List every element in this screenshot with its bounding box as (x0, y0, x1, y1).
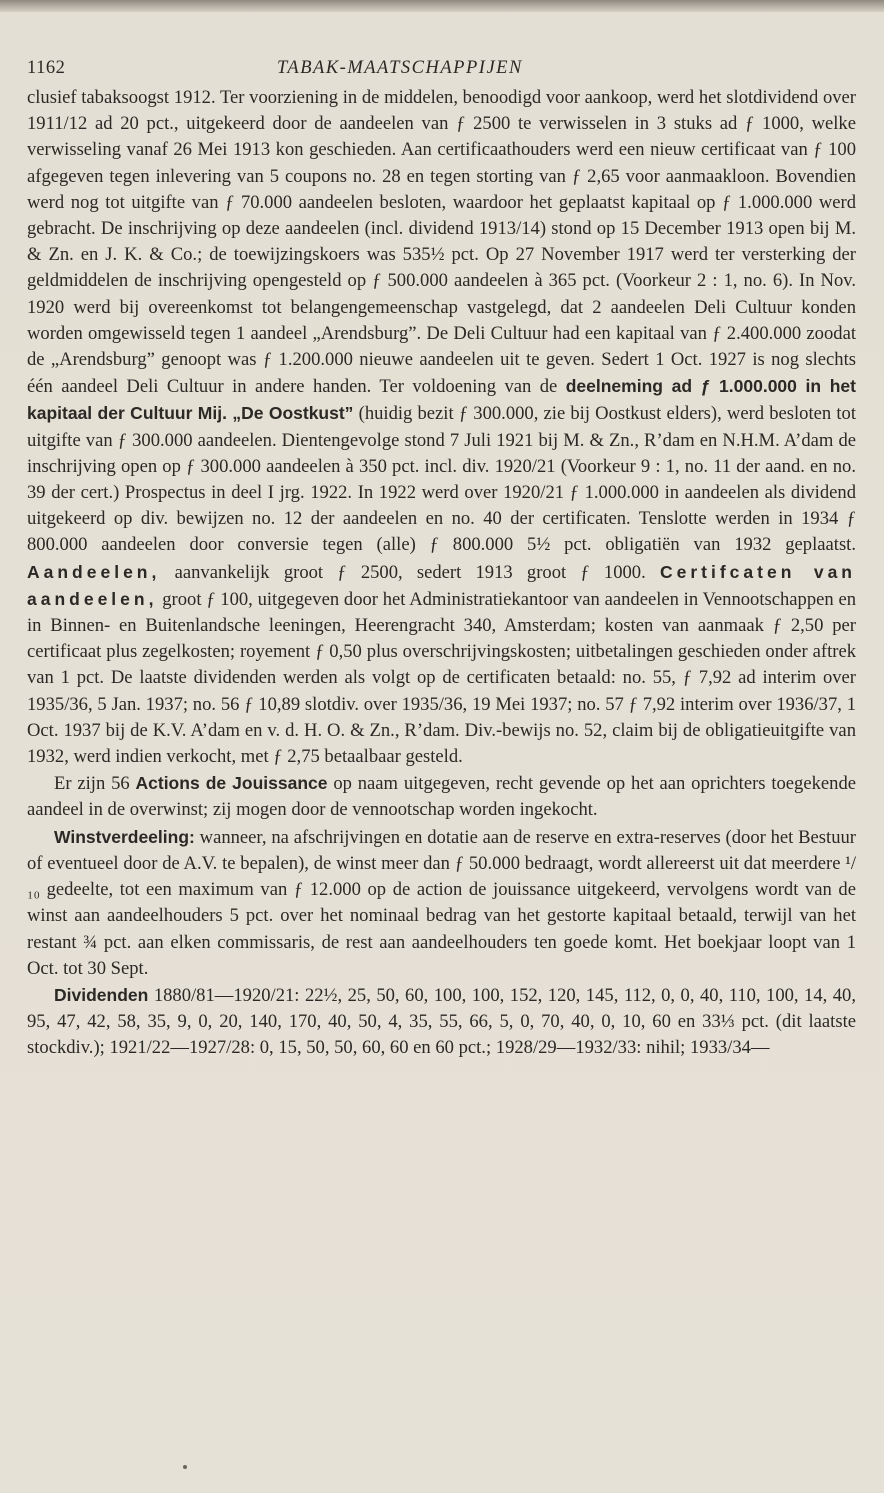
bold-term-deelneming: deelneming ad ƒ 1.000.000 in het kapitaal der Cultuur Mij. „De Oostkust” (27, 376, 856, 424)
page-header (27, 58, 856, 79)
page-top-edge (0, 0, 884, 12)
ink-speck (183, 1465, 187, 1469)
bold-term-winstverdeeling: Winstverdeeling: (54, 826, 195, 847)
spaced-term-certificaten: Certifcaten van aandeelen, (27, 561, 856, 609)
paragraph-winstverdeeling: Winstverdeeling: wanneer, na afschrijvingen en dotatie aan de reserve en extra-reserves (door het Bestuur of eventueel door de A.V. te bepalen), de winst meer dan ƒ 50.000 bedraagt, wordt allereerst uit dat meerdere ¹/₁₀ gedeelte, tot een maximum van ƒ 12.000 op de action de jouissance uitgekeerd, vervolgens wordt van de winst aan aandeelhouders 5 pct. over het nominaal bedrag van het gestorte kapitaal betaald, terwijl van het restant ¾ pct. aan elken commissaris, de rest aan aandeelhouders ten goede komt. Het boekjaar loopt van 1 Oct. tot 30 Sept. (27, 826, 856, 979)
bold-term-dividenden: Dividenden (54, 984, 149, 1005)
paragraph-history: clusief tabaksoogst 1912. Ter voorziening in de middelen, benoodigd voor aankoop, werd het slotdividend over 1911/12 ad 20 pct., uitgekeerd door de aandeelen van ƒ 2500 te verwisselen in 3 stuks ad ƒ 1000, welke verwisseling vanaf 26 Mei 1913 kon geschieden. Aan certificaathouders werd een nieuw certificaat van ƒ 100 afgegeven tegen inlevering van 5 coupons no. 28 en tegen storting van ƒ 2,65 voor aanmaakloon. Bovendien werd nog tot uitgifte van ƒ 70.000 aandeelen besloten, waardoor het geplaatst kapitaal op ƒ 1.000.000 werd gebracht. De inschrijving op deze aandeelen (incl. dividend 1913/14) stond op 15 December 1913 open bij M. & Zn. en J. K. & Co.; de toewijzingskoers was 535½ pct. Op 27 November 1917 werd ter versterking der geldmiddelen de inschrijving opengesteld op ƒ 500.000 aandeelen à 365 pct. (Voorkeur 2 : 1, no. 6). In Nov. 1920 werd bij overeenkomst tot belangengemeenschap vastgelegd, dat 2 aandeelen Deli Cultuur konden worden omgewisseld tegen 1 aandeel „Arendsburg”. De Deli Cultuur had een kapitaal van ƒ 2.400.000 zoodat de „Arendsburg” genoopt was ƒ 1.200.000 nieuwe aandeelen uit te geven. Sedert 1 Oct. 1927 is nog slechts één aandeel Deli Cultuur in andere handen. Ter voldoening van de deelneming ad ƒ 1.000.000 in het kapitaal der Cultuur Mij. „De Oostkust” (huidig bezit ƒ 300.000, zie bij Oostkust elders), werd besloten tot uitgifte van ƒ 300.000 aandeelen. Dientengevolge stond 7 Juli 1921 bij M. & Zn., R’dam en N.H.M. A’dam de inschrijving open op ƒ 300.000 aandeelen à 350 pct. incl. div. 1920/21 (Voorkeur 9 : 1, no. 11 der aand. en no. 39 der cert.) Prospectus in deel I jrg. 1922. In 1922 werd over 1920/21 ƒ 1.000.000 in aandeelen als dividend uitgekeerd op div. bewijzen no. 12 der aandeelen en no. 40 der certificaten. Tenslotte werden in 1934 ƒ 800.000 aandeelen door conversie tegen (alle) ƒ 800.000 5½ pct. obligatiën van 1932 geplaatst. Aandeelen, aanvankelijk groot ƒ 2500, sedert 1913 groot ƒ 1000. Certifcaten van aandeelen, groot ƒ 100, uitgegeven door het Administratiekantoor van aandeelen in Vennootschappen en in Binnen- en Buitenlandsche leeningen, Heerengracht 340, Amsterdam; kosten van aanmaak ƒ 2,50 per certificaat plus zegelkosten; royement ƒ 0,50 plus overschrijvingskosten; uitbetalingen geschieden onder aftrek van 1 pct. De laatste dividenden werden als volgt op de certificaten betaald: no. 55, ƒ 7,92 ad interim over 1935/36, 5 Jan. 1937; no. 56 ƒ 10,89 slotdiv. over 1935/36, 19 Mei 1937; no. 57 ƒ 7,92 interim over 1936/37, 1 Oct. 1937 bij de K.V. A’dam en v. d. H. O. & Zn., R’dam. Div.-bewijs no. 52, claim bij de obligatieuitgifte van 1932, werd indien verkocht, met ƒ 2,75 betaalbaar gesteld. (27, 87, 857, 768)
paragraph-dividenden: Dividenden 1880/81—1920/21: 22½, 25, 50, 60, 100, 100, 152, 120, 145, 112, 0, 0, 40, 110, 100, 14, 40, 95, 47, 42, 58, 35, 9, 0, 20, 140, 170, 40, 50, 4, 35, 55, 66, 5, 0, 70, 40, 0, 10, 60 en 33⅓ pct. (dit laatste stockdiv.); 1921/22—1927/28: 0, 15, 50, 50, 60, 60 en 60 pct.; 1928/29—1932/33: nihil; 1933/34— (27, 984, 856, 1059)
running-title: TABAK-MAATSCHAPPIJEN (277, 58, 523, 78)
page-body (27, 85, 856, 1062)
bold-term-actions: Actions de Jouissance (135, 773, 328, 794)
page-number: 1162 (27, 58, 66, 78)
paragraph-actions-de-jouissance: Er zijn 56 Actions de Jouissance op naam uitgegeven, recht gevende op het aan oprichters toegekende aandeel in de overwinst; zij mogen door de vennootschap worden ingekocht. (27, 773, 857, 821)
spaced-term-aandeelen: Aandeelen, (27, 561, 161, 582)
